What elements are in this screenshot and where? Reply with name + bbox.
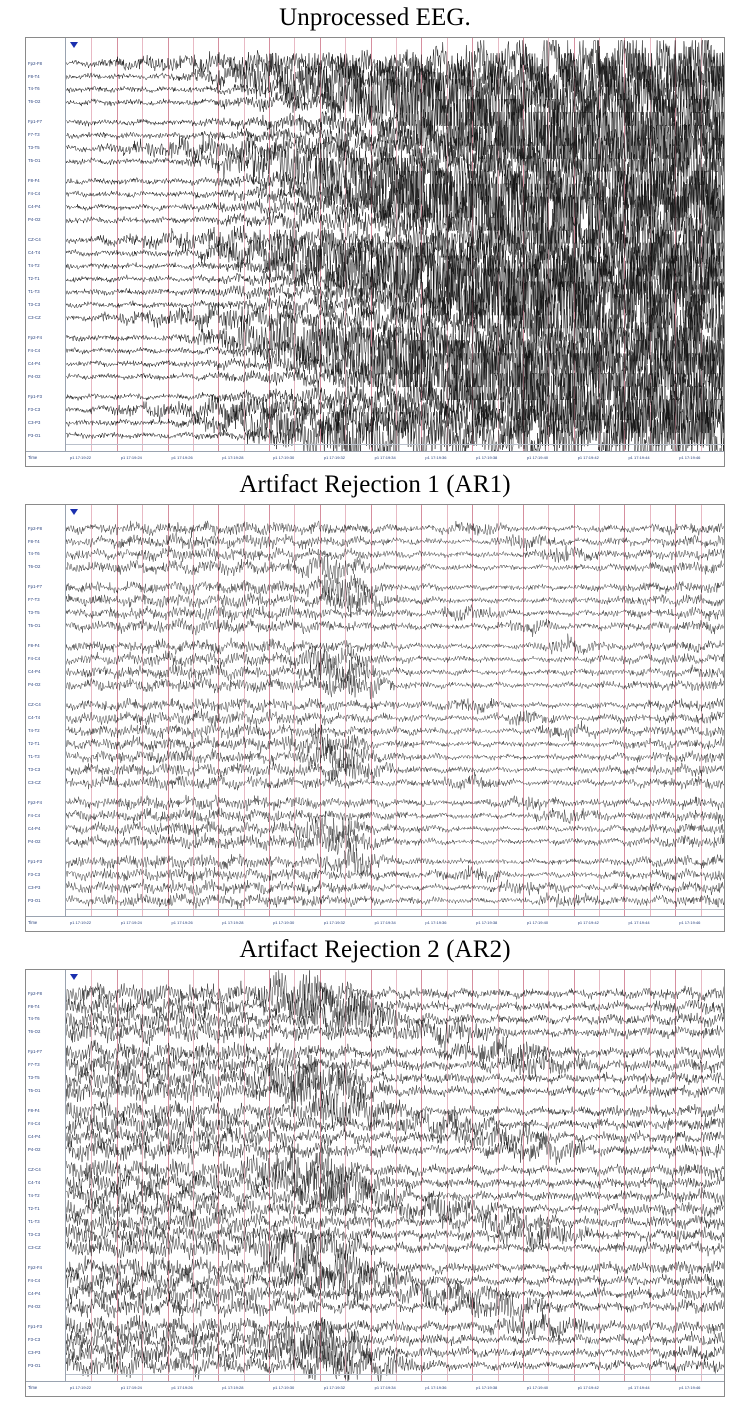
panel-ar2 <box>0 932 750 1397</box>
eeg-trace <box>66 879 724 896</box>
time-tick-label: p1 17:19:36 <box>425 1385 447 1390</box>
eeg-trace <box>66 554 724 584</box>
channel-label: Fp2-F8 <box>28 60 43 66</box>
eeg-trace <box>66 1089 724 1132</box>
channel-label: Fp1-F7 <box>28 119 43 125</box>
eeg-traces <box>66 38 724 454</box>
channel-label: Fp1-F3 <box>28 1323 43 1329</box>
eeg-trace <box>66 795 724 811</box>
channel-label: C4-P4 <box>28 1134 41 1140</box>
channel-label: F8-T4 <box>28 538 40 544</box>
time-tick-label: p1 17:19:34 <box>374 920 396 925</box>
channel-label: C4-P4 <box>28 1290 41 1296</box>
time-tick-label: p1 17:19:24 <box>120 920 142 925</box>
time-tick-label: p1 17:19:22 <box>70 455 92 460</box>
eeg-trace <box>66 618 724 637</box>
time-tick-label: p1 17:19:28 <box>222 920 244 925</box>
eeg-trace <box>66 983 724 1027</box>
eeg-trace <box>66 741 724 773</box>
channel-label: T1-T3 <box>28 1218 40 1224</box>
channel-label: C3-P3 <box>28 419 41 425</box>
time-tick-label: p1 17:19:34 <box>374 1385 396 1390</box>
time-tick-label: p1 17:19:42 <box>577 920 599 925</box>
channel-label: Fp1-F7 <box>28 1049 43 1055</box>
time-tick-label: p1 17:19:46 <box>679 1385 701 1390</box>
channel-label: P3-O1 <box>28 432 41 438</box>
channel-label: Fp2-F4 <box>28 1264 43 1270</box>
channel-label: T4-T6 <box>28 86 40 92</box>
channel-label: Fp1-F3 <box>28 393 43 399</box>
channel-label: T4-T2 <box>28 1193 40 1199</box>
time-tick-label: p1 17:19:32 <box>323 920 345 925</box>
eeg-trace <box>66 708 724 727</box>
channel-label: Fp2-F8 <box>28 525 43 531</box>
channel-label: T4-T6 <box>28 1016 40 1022</box>
eeg-trace <box>66 521 724 538</box>
channel-label: F8-F4 <box>28 643 40 649</box>
channel-label: T5-O1 <box>28 1088 41 1094</box>
panel-title-unprocessed: Unprocessed EEG. <box>279 4 471 31</box>
channel-label-gutter-3 <box>26 970 66 1396</box>
time-tick-label: p1 17:19:40 <box>526 920 549 925</box>
channel-label: P3-O1 <box>28 897 41 903</box>
time-axis-3 <box>26 1381 724 1396</box>
time-tick-label: p1 17:19:24 <box>120 1385 142 1390</box>
channel-label: T2-T1 <box>28 1205 40 1211</box>
channel-label: C4-T4 <box>28 250 41 256</box>
eeg-trace <box>66 1055 724 1102</box>
channel-label: C3-CZ <box>28 779 41 785</box>
channel-label: F8-F4 <box>28 178 40 184</box>
channel-label: F7-T3 <box>28 1062 40 1068</box>
channel-label: P4-O2 <box>28 838 41 844</box>
time-tick-label: p1 17:19:36 <box>425 920 447 925</box>
channel-label: F4-C4 <box>28 1121 41 1127</box>
time-tick-label: p1 17:19:28 <box>222 1385 244 1390</box>
channel-label: T3-C3 <box>28 766 41 772</box>
channel-label: C4-P4 <box>28 204 41 210</box>
time-tick-label: p1 17:19:30 <box>273 920 295 925</box>
eeg-trace <box>66 893 724 910</box>
channel-label-gutter-2 <box>26 505 66 931</box>
time-tick-label: p1 17:19:38 <box>476 1385 498 1390</box>
eeg-trace <box>66 721 724 742</box>
time-axis-label-2: Time <box>28 920 38 925</box>
channel-label: C4-T4 <box>28 715 41 721</box>
channel-label: P4-O2 <box>28 1147 41 1153</box>
channel-label: T3-T5 <box>28 1075 40 1081</box>
eeg-trace <box>66 865 724 883</box>
time-tick-label: p1 17:19:42 <box>577 1385 599 1390</box>
time-tick-label: p1 17:19:42 <box>577 455 599 460</box>
channel-label: Fp2-F8 <box>28 990 43 996</box>
time-tick-label: p1 17:19:46 <box>679 920 701 925</box>
channel-label: CZ-C4 <box>28 702 41 708</box>
time-tick-label: p1 17:19:28 <box>222 455 244 460</box>
channel-label: T3-C3 <box>28 301 41 307</box>
time-tick-label: p1 17:19:22 <box>70 920 92 925</box>
eeg-chart-unprocessed[interactable] <box>25 37 725 467</box>
time-tick-label: p1 17:19:44 <box>628 455 650 460</box>
eeg-trace <box>66 574 724 606</box>
event-marker-2[interactable] <box>70 509 78 515</box>
channel-label: T2-T1 <box>28 740 40 746</box>
eeg-trace <box>66 698 724 714</box>
eeg-trace <box>66 656 724 688</box>
eeg-trace <box>66 545 724 562</box>
channel-label: C4-P4 <box>28 825 41 831</box>
channel-label: T4-T6 <box>28 551 40 557</box>
channel-label: T2-T1 <box>28 275 40 281</box>
time-tick-label: p1 17:19:38 <box>476 455 498 460</box>
eeg-traces <box>66 505 724 919</box>
panel-title-ar1: Artifact Rejection 1 (AR1) <box>239 471 511 498</box>
time-axis-1 <box>26 451 724 466</box>
time-tick-label: p1 17:19:30 <box>273 455 295 460</box>
channel-label: F7-T3 <box>28 597 40 603</box>
channel-label: C3-P3 <box>28 884 41 890</box>
eeg-trace <box>66 1262 724 1303</box>
eeg-plot-area-1[interactable] <box>66 38 724 454</box>
channel-label: T4-T2 <box>28 728 40 734</box>
channel-label: CZ-C4 <box>28 237 41 243</box>
channel-label: T1-T3 <box>28 753 40 759</box>
time-tick-label: p1 17:19:22 <box>70 1385 92 1390</box>
time-tick-label: p1 17:19:32 <box>323 455 345 460</box>
eeg-trace <box>66 1147 724 1194</box>
channel-label: Fp1-F3 <box>28 858 43 864</box>
channel-label: C4-T4 <box>28 1180 41 1186</box>
channel-label: T3-C3 <box>28 1231 41 1237</box>
time-tick-label: p1 17:19:26 <box>171 1385 193 1390</box>
channel-label: F4-C4 <box>28 812 41 818</box>
channel-label: C3-P3 <box>28 1349 41 1355</box>
time-tick-label: p1 17:19:32 <box>323 1385 345 1390</box>
eeg-trace <box>66 772 724 791</box>
eeg-trace <box>66 533 724 551</box>
channel-label: T6-O2 <box>28 564 41 570</box>
channel-label: F4-C4 <box>28 347 41 353</box>
eeg-traces <box>66 970 724 1384</box>
channel-label: P4-O2 <box>28 1303 41 1309</box>
channel-label: C3-CZ <box>28 314 41 320</box>
eeg-trace <box>66 1069 724 1115</box>
channel-label: T3-T5 <box>28 145 40 151</box>
time-tick-label: p1 17:19:30 <box>273 1385 295 1390</box>
eeg-trace <box>66 1308 724 1340</box>
channel-label: T6-O2 <box>28 1029 41 1035</box>
time-axis-2 <box>26 916 724 931</box>
time-tick-label: p1 17:19:40 <box>526 455 549 460</box>
time-tick-label: p1 17:19:26 <box>171 920 193 925</box>
channel-label: F8-F4 <box>28 1108 40 1114</box>
channel-label: F3-C3 <box>28 871 41 877</box>
channel-label: C3-CZ <box>28 1244 41 1250</box>
time-tick-label: p1 17:19:44 <box>628 1385 650 1390</box>
time-tick-label: p1 17:19:38 <box>476 920 498 925</box>
channel-label: T6-O2 <box>28 99 41 105</box>
time-axis-label-1: Time <box>28 455 38 460</box>
channel-label: F3-C3 <box>28 406 41 412</box>
time-tick-label: p1 17:19:24 <box>120 455 142 460</box>
channel-label: P4-O2 <box>28 373 41 379</box>
eeg-trace <box>66 757 724 783</box>
time-tick-label: p1 17:19:44 <box>628 920 650 925</box>
channel-label: Fp1-F7 <box>28 584 43 590</box>
channel-label: F4-C4 <box>28 191 41 197</box>
channel-label: T1-T3 <box>28 288 40 294</box>
channel-label: C4-P4 <box>28 669 41 675</box>
time-tick-label: p1 17:19:34 <box>374 455 396 460</box>
panel-ar1 <box>0 467 750 932</box>
eeg-trace <box>66 605 724 623</box>
panel-title-ar2: Artifact Rejection 2 (AR2) <box>239 936 511 963</box>
eeg-chart-ar2[interactable] <box>25 969 725 1397</box>
channel-label: Fp2-F4 <box>28 334 43 340</box>
channel-label: T3-T5 <box>28 610 40 616</box>
time-axis-label-3: Time <box>28 1385 38 1390</box>
channel-label: F8-T4 <box>28 1003 40 1009</box>
channel-label: Fp2-F4 <box>28 799 43 805</box>
channel-label: F7-T3 <box>28 132 40 138</box>
channel-label: CZ-C4 <box>28 1167 41 1173</box>
eeg-chart-ar1[interactable] <box>25 504 725 932</box>
channel-label: P4-O2 <box>28 682 41 688</box>
time-tick-label: p1 17:19:36 <box>425 455 447 460</box>
event-marker-3[interactable] <box>70 974 78 980</box>
eeg-trace <box>66 808 724 824</box>
channel-label: P3-O1 <box>28 1362 41 1368</box>
channel-label: F4-C4 <box>28 656 41 662</box>
eeg-trace <box>66 970 724 1017</box>
channel-label: T5-O1 <box>28 158 41 164</box>
eeg-plot-area-2[interactable] <box>66 505 724 919</box>
eeg-trace <box>66 645 724 673</box>
time-tick-label: p1 17:19:46 <box>679 455 701 460</box>
channel-label: F3-C3 <box>28 1336 41 1342</box>
channel-label: F4-C4 <box>28 1277 41 1283</box>
channel-label-gutter-1 <box>26 38 66 466</box>
event-marker-1[interactable] <box>70 42 78 48</box>
channel-label: F8-T4 <box>28 73 40 79</box>
eeg-trace <box>66 1051 724 1079</box>
eeg-trace <box>66 634 724 655</box>
channel-label: T4-T2 <box>28 263 40 269</box>
time-tick-label: p1 17:19:40 <box>526 1385 549 1390</box>
channel-label: P4-O2 <box>28 217 41 223</box>
eeg-plot-area-3[interactable] <box>66 970 724 1384</box>
eeg-trace <box>66 1034 724 1068</box>
eeg-trace <box>66 669 724 699</box>
panel-unprocessed <box>0 0 750 467</box>
channel-label: C4-P4 <box>28 360 41 366</box>
time-tick-label: p1 17:19:26 <box>171 455 193 460</box>
channel-label: T5-O1 <box>28 623 41 629</box>
